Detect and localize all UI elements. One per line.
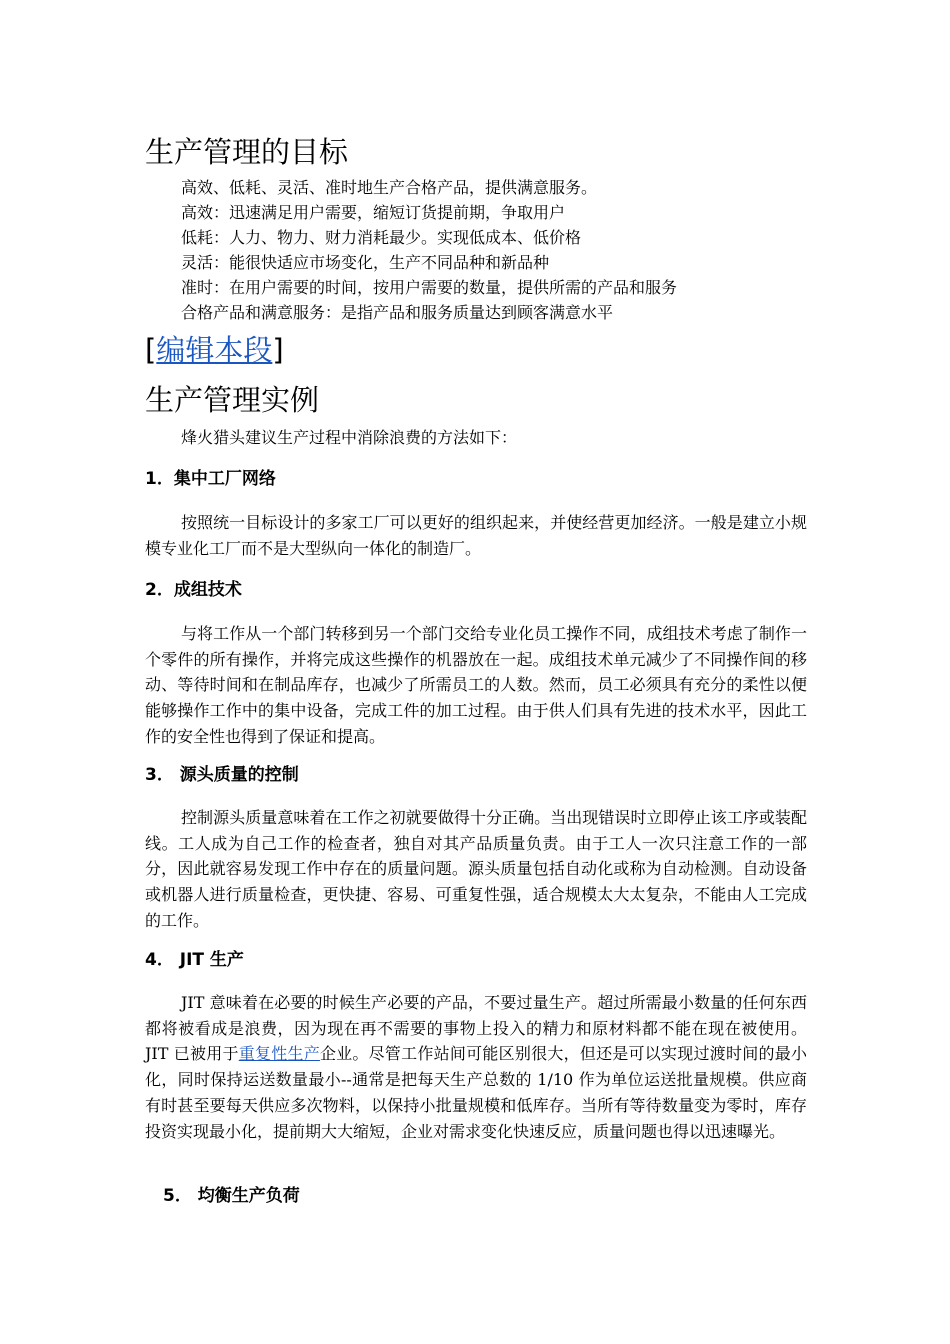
section-title-goals: 生产管理的目标: [145, 135, 349, 169]
goal-line: 高效、低耗、灵活、准时地生产合格产品，提供满意服务。: [181, 178, 598, 197]
item-heading-5: 5． 均衡生产负荷: [163, 1186, 300, 1206]
item-heading-2: 2．成组技术: [145, 580, 242, 600]
item-paragraph-3: 控制源头质量意味着在工作之初就要做得十分正确。当出现错误时立即停止该工序或装配线。工人成为自己工作的检查者，独自对其产品质量负责。由于工人一次只注意工作的一部分，因此就容易发现工作中存在的质量问题。源头质量包括自动化或称为自动检测。自动设备或机器人进行质量检查，更快捷、容易、可重复性强，适合规模太大太复杂，不能由人工完成的工作。: [145, 808, 807, 930]
goal-line: 低耗：人力、物力、财力消耗最少。实现低成本、低价格: [181, 228, 582, 247]
item-paragraph-4: [145, 990, 807, 1144]
item-heading-4: 4． JIT 生产: [145, 950, 244, 970]
section-intro: 烽火猎头建议生产过程中消除浪费的方法如下：: [181, 428, 518, 447]
goal-line: 准时：在用户需要的时间，按用户需要的数量，提供所需的产品和服务: [181, 278, 678, 297]
item-heading-3: 3． 源头质量的控制: [145, 765, 299, 785]
goal-line: 合格产品和满意服务：是指产品和服务质量达到顾客满意水平: [181, 303, 614, 322]
goal-line: 高效：迅速满足用户需要，缩短订货提前期，争取用户: [181, 203, 566, 222]
jit-text-before: JIT 意味着在必要的时候生产必要的产品，不要过量生产。超过所需最小数量的任何东西都将被看成是浪费，因为现在再不需要的事物上投入的精力和原材料都不能在现在被使用。JIT 已被用于: [145, 993, 807, 1064]
goal-line: 灵活：能很快适应市场变化，生产不同品种和新品种: [181, 253, 550, 272]
repetitive-production-link[interactable]: 重复性生产: [238, 1044, 320, 1064]
item-paragraph-2: 与将工作从一个部门转移到另一个部门交给专业化员工操作不同，成组技术考虑了制作一个零件的所有操作，并将完成这些操作的机器放在一起。成组技术单元减少了不同操作间的移动、等待时间和在制品库存，也减少了所需员工的人数。然而，员工必须具有充分的柔性以便能够操作工作中的集中设备，完成工件的加工过程。由于供人们具有先进的技术水平，因此工作的安全性也得到了保证和提高。: [145, 624, 807, 746]
edit-section-link[interactable]: 编辑本段: [156, 333, 273, 367]
edit-section-link-wrapper: [145, 332, 284, 368]
jit-text-after: 企业。尽管工作站间可能区别很大，但还是可以实现过渡时间的最小化，同时保持运送数量最小--通常是把每天生产总数的 1/10 作为单位运送批量规模。供应商有时甚至要每天供应多次物料，以保持小批量规模和低库存。当所有等待数量变为零时，库存投资实现最小化，提前期大大缩短，企业对需求变化快速反应，质量问题也得以迅速曝光。: [145, 1044, 807, 1141]
item-heading-1: 1．集中工厂网络: [145, 469, 276, 489]
bracket-open: [: [145, 333, 157, 367]
section-title-examples: 生产管理实例: [145, 383, 320, 417]
bracket-close: ]: [272, 333, 284, 367]
item-paragraph-1: 按照统一目标设计的多家工厂可以更好的组织起来，并使经营更加经济。一般是建立小规模专业化工厂而不是大型纵向一体化的制造厂。: [145, 513, 807, 558]
